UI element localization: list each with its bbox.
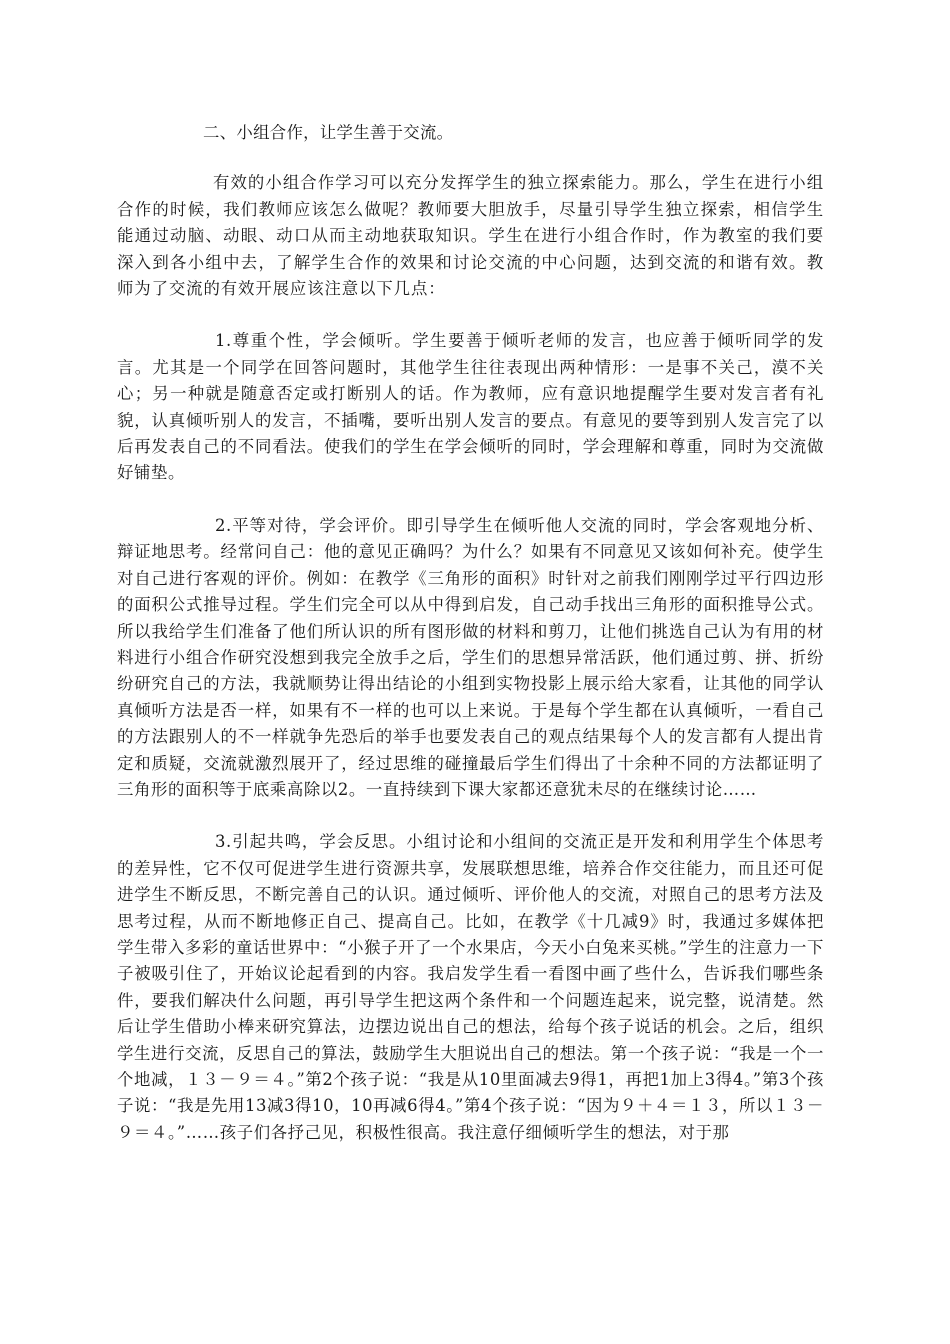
intro-paragraph: 有效的小组合作学习可以充分发挥学生的独立探索能力。那么，学生在进行小组合作的时候，我们教师应该怎么做呢？教师要大胆放手，尽量引导学生独立探索，相信学生能通过动脑、动眼、动口从而主动地获取知识。学生在进行小组合作时，作为教室的我们要深入到各小组中去，了解学生合作的效果和讨论交流的中心问题，达到交流的和谐有效。教师为了交流的有效开展应该注意以下几点： [117,173,824,299]
section-heading: 二、小组合作，让学生善于交流。 [203,123,454,142]
point-2-paragraph: 2.平等对待，学会评价。即引导学生在倾听他人交流的同时，学会客观地分析、辩证地思考。经常问自己：他的意见正确吗？为什么？如果有不同意见又该如何补充。使学生对自己进行客观的评价。例如：在教学《三角形的面积》时针对之前我们刚刚学过平行四边形的面积公式推导过程。学生们完全可以从中得到启发，自己动手找出三角形的面积推导公式。所以我给学生们准备了他们所认识的所有图形做的材料和剪刀，让他们挑选自己认为有用的材料进行小组合作研究没想到我完全放手之后，学生们的思想异常活跃，他们通过剪、拼、折纷纷研究自己的方法，我就顺势让得出结论的小组到实物投影上展示给大家看，让其他的同学认真倾听方法是否一样，如果有不一样的也可以上来说。于是每个学生都在认真倾听，一看自己的方法跟别人的不一样就争先恐后的举手也要发表自己的观点结果每个人的发言都有人提出肯定和质疑，交流就激烈展开了，经过思维的碰撞最后学生们得出了十余种不同的方法都证明了三角形的面积等于底乘高除以2。一直持续到下课大家都还意犹未尽的在继续讨论…… [117,515,824,799]
point-3-paragraph: 3.引起共鸣，学会反思。小组讨论和小组间的交流正是开发和利用学生个体思考的差异性，它不仅可促进学生进行资源共享，发展联想思维，培养合作交往能力，而且还可促进学生不断反思，不断完善自己的认识。通过倾听、评价他人的交流，对照自己的思考方法及思考过程，从而不断地修正自己、提高自己。比如，在教学《十几减9》时，我通过多媒体把学生带入多彩的童话世界中：“小猴子开了一个水果店，今天小白兔来买桃。”学生的注意力一下子被吸引住了，开始议论起看到的内容。我启发学生看一看图中画了些什么，告诉我们哪些条件，要我们解决什么问题，再引导学生把这两个条件和一个问题连起来，说完整，说清楚。然后让学生借助小棒来研究算法，边摆边说出自己的想法，给每个孩子说话的机会。之后，组织学生进行交流，反思自己的算法，鼓励学生大胆说出自己的想法。第一个孩子说：“我是一个一个地减，１３－９＝４。”第2个孩子说：“我是从10里面减去9得1，再把1加上3得4。”第3个孩子说：“我是先用13减3得10，10再减6得4。”第4个孩子说：“因为９＋４＝１３，所以１３－９＝４。”……孩子们各抒己见，积极性很高。我注意仔细倾听学生的想法，对于那 [117,832,824,1142]
point-1-paragraph: 1.尊重个性，学会倾听。学生要善于倾听老师的发言，也应善于倾听同学的发言。尤其是一个同学在回答问题时，其他学生往往表现出两种情形：一是事不关己，漠不关心；另一种就是随意否定或打断别人的话。作为教师，应有意识地提醒学生要对发言者有礼貌，认真倾听别人的发言，不插嘴，要听出别人发言的要点。有意见的要等到别人发言完了以后再发表自己的不同看法。使我们的学生在学会倾听的同时，学会理解和尊重，同时为交流做好铺垫。 [117,331,824,483]
document-page [117,120,824,1172]
